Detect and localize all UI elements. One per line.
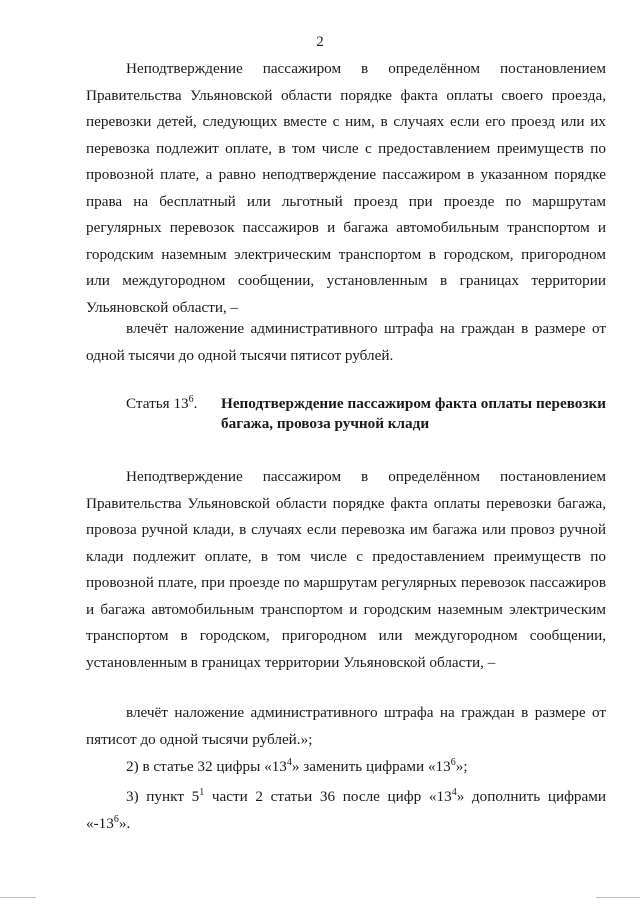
scan-artifact-right: [596, 897, 640, 898]
item3-sup-a: 1: [199, 786, 205, 798]
item2-text-b: » заменить цифрами «13: [291, 758, 451, 775]
item2-sup-a: 4: [286, 756, 292, 768]
item3-text-a: 3) пункт 5: [126, 788, 200, 805]
item2-text-a: 2) в статье 32 цифры «13: [126, 758, 287, 775]
item3-sup-c: 6: [113, 813, 119, 825]
article-label-prefix: Статья 13: [126, 395, 189, 412]
item2-sup-b: 6: [450, 756, 456, 768]
article-label-suffix: .: [193, 395, 198, 412]
amendment-item-3: [86, 784, 606, 837]
penalty-clause-1: влечёт наложение административного штрафа на граждан в размере от одной тысячи до одной тысячи пятисот рублей.: [86, 320, 606, 364]
paragraph-baggage-nonconfirmation: Неподтверждение пассажиром в определённом постановлением Правительства Ульяновской области порядке факта оплаты перевозки багажа, провоза ручной клади, в случаях если перевозка им багажа или провоз ручной клади подлежит оплате, в том числе с предоставлением преимуществ по провозной плате, при проезде по маршрутам регулярных перевозок пассажиров и багажа автомобильным транспортом и городским наземным электрическим транспортом в городском, пригородном или междугородном сообщении, установленным в границах территории Ульяновской области, –: [86, 468, 606, 671]
item3-text-d: ».: [118, 814, 131, 832]
amendment-item-2: [86, 754, 606, 781]
page-number: 2: [316, 34, 324, 50]
item2-text-c: »;: [455, 758, 468, 775]
article-number: [126, 394, 221, 414]
penalty-clause-2: влечёт наложение административного штрафа на граждан в размере от пятисот до одной тысячи рублей.»;: [86, 704, 606, 748]
paragraph-fare-nonconfirmation: Неподтверждение пассажиром в определённом постановлением Правительства Ульяновской области порядке факта оплаты своего проезда, перевозки детей, следующих вместе с ним, в случаях если его проезд или их перевозка подлежит оплате, в том числе с предоставлением преимуществ по провозной плате, а равно неподтверждение пассажиром в указанном порядке права на бесплатный или льготный проезд при проезде по маршрутам регулярных перевозок пассажиров и багажа автомобильным транспортом и городским наземным электрическим транспортом в городском, пригородном или междугородном сообщении, установленным в границах территории Ульяновской области, –: [86, 60, 606, 316]
item3-text-b: части 2 статьи 36 после цифр «13: [204, 788, 452, 805]
scan-artifact-left: [0, 897, 36, 898]
article-label-sup: 6: [188, 393, 194, 405]
article-title: Неподтверждение пассажиром факта оплаты перевозки багажа, провоза ручной клади: [221, 395, 606, 432]
item3-text-c: » дополнить цифрами «-13: [86, 788, 606, 832]
item3-sup-b: 4: [451, 786, 457, 798]
